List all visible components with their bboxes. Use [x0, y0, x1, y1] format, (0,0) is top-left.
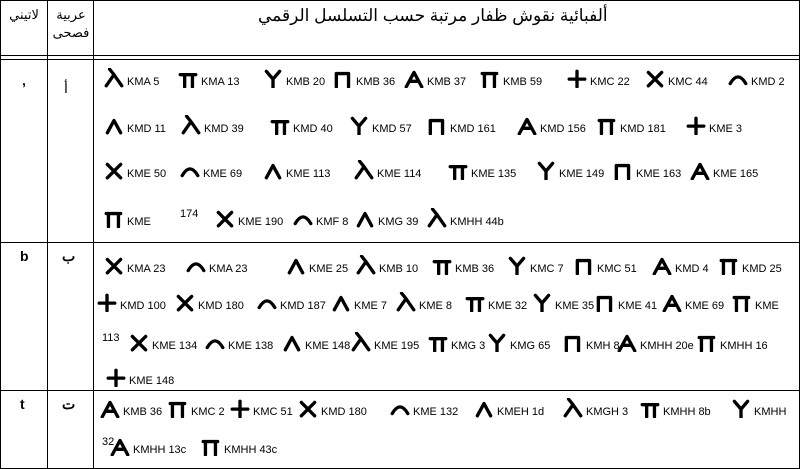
inscription-entry: [536, 160, 604, 180]
inscription-entry: [104, 208, 151, 228]
inscription-label: KME 148: [305, 340, 351, 352]
inscription-label: KMG 39: [378, 216, 419, 228]
glyph-icon: [298, 398, 318, 418]
inscription-entry: [99, 332, 120, 344]
glyph-icon: [178, 68, 198, 88]
inscription-label: KME 35: [555, 300, 595, 312]
inscription-label: KMB 36: [123, 406, 163, 418]
glyph-icon: [175, 292, 195, 312]
inscription-label: KME 32: [488, 300, 528, 312]
inscription-entry: [178, 68, 240, 88]
glyph-icon: [427, 115, 447, 135]
glyph-icon: [645, 68, 665, 88]
inscription-entry: [355, 208, 418, 228]
glyph-icon: [205, 332, 225, 352]
inscription-label: KMG 65: [510, 340, 551, 352]
glyph-icon: [574, 255, 594, 275]
inscription-entry: [282, 332, 350, 352]
glyph-icon: [719, 255, 739, 275]
glyph-icon: [180, 160, 200, 180]
glyph-icon: [617, 332, 637, 352]
inscription-entry: [662, 292, 724, 312]
inscription-entry: [129, 332, 197, 352]
inscription-label: KME 163: [636, 168, 682, 180]
inscription-entry: [613, 160, 681, 180]
glyph-icon: [263, 160, 283, 180]
inscription-label: 32: [102, 436, 115, 448]
glyph-icon: [263, 68, 283, 88]
inscription-entry: [286, 255, 348, 275]
inscription-entry: [180, 160, 242, 180]
inscription-entry: [697, 332, 768, 352]
row-arabic-label: أ: [64, 80, 68, 96]
inscription-entry: [104, 115, 166, 135]
inscription-label: KME 195: [374, 340, 420, 352]
inscription-label: KME 69: [685, 300, 725, 312]
glyph-icon: [181, 115, 201, 135]
glyph-icon: [331, 292, 351, 312]
glyph-icon: [465, 292, 485, 312]
glyph-icon: [106, 367, 126, 387]
glyph-icon: [104, 160, 124, 180]
header-arabic: عربية فصحى: [52, 7, 90, 40]
inscription-entry: [617, 332, 694, 352]
column-divider: [93, 0, 94, 469]
inscription-label: KMB 36: [455, 263, 495, 275]
inscription-label: KMC 44: [668, 76, 708, 88]
inscription-label: KMD 180: [198, 300, 244, 312]
inscription-entry: [567, 68, 630, 88]
glyph-icon: [662, 292, 682, 312]
glyph-icon: [286, 255, 306, 275]
glyph-icon: [129, 332, 149, 352]
glyph-icon: [215, 208, 235, 228]
inscription-label: KME 113: [286, 168, 331, 180]
glyph-icon: [230, 398, 250, 418]
inscription-label: KMD 25: [742, 263, 782, 275]
glyph-icon: [404, 68, 424, 88]
inscription-label: KMD 57: [372, 123, 412, 135]
inscription-entry: [507, 255, 564, 275]
row-divider: [0, 242, 800, 243]
inscription-label: KMC 51: [253, 406, 293, 418]
inscription-entry: [532, 292, 594, 312]
inscription-label: KME 148: [129, 375, 175, 387]
glyph-icon: [110, 436, 130, 456]
glyph-icon: [474, 398, 494, 418]
inscription-entry: [175, 292, 244, 312]
inscription-label: KME 149: [559, 168, 605, 180]
inscription-entry: [263, 160, 330, 180]
glyph-icon: [563, 332, 583, 352]
glyph-icon: [282, 332, 302, 352]
inscription-label: KMC 7: [530, 263, 564, 275]
inscription-entry: [597, 115, 666, 135]
inscription-entry: [104, 160, 166, 180]
inscription-label: KMA 23: [127, 263, 166, 275]
inscription-entry: [100, 398, 162, 418]
glyph-icon: [595, 292, 615, 312]
inscription-label: KMD 156: [540, 123, 586, 135]
inscription-label: KMA 23: [209, 263, 248, 275]
inscription-label: KMD 187: [280, 300, 326, 312]
inscription-entry: [480, 68, 542, 88]
inscription-label: KMB 20: [286, 76, 326, 88]
inscription-label: KMHH 43c: [224, 444, 278, 456]
inscription-entry: [104, 255, 166, 275]
inscription-entry: [354, 160, 421, 180]
glyph-icon: [333, 68, 353, 88]
inscription-entry: [487, 332, 550, 352]
inscription-label: KMD 100: [120, 300, 166, 312]
inscription-label: KME 135: [471, 168, 517, 180]
inscription-entry: [728, 68, 785, 88]
inscription-label: KME 41: [618, 300, 658, 312]
glyph-icon: [563, 398, 583, 418]
inscription-label: 113: [102, 332, 120, 344]
glyph-icon: [104, 208, 124, 228]
inscription-entry: [719, 255, 782, 275]
table-border-top: [0, 0, 800, 1]
inscription-label: KME 165: [713, 168, 759, 180]
inscription-entry: [349, 115, 412, 135]
inscription-entry: [230, 398, 293, 418]
glyph-icon: [613, 160, 633, 180]
inscription-entry: [356, 255, 418, 275]
inscription-entry: [97, 292, 166, 312]
glyph-icon: [97, 292, 117, 312]
inscription-label: 174: [180, 208, 199, 220]
header-divider: [0, 55, 800, 60]
table-border-left: [0, 0, 1, 469]
inscription-entry: [448, 160, 516, 180]
glyph-icon: [356, 255, 376, 275]
inscription-entry: [652, 255, 709, 275]
inscription-entry: [474, 398, 544, 418]
inscription-label: KME 25: [309, 263, 349, 275]
inscription-entry: [404, 68, 466, 88]
glyph-icon: [104, 115, 124, 135]
inscription-label: KME 190: [238, 216, 284, 228]
inscription-label: KMD 11: [127, 123, 166, 135]
inscription-label: KMD 180: [321, 406, 367, 418]
inscription-entry: [270, 115, 333, 135]
inscription-label: KME: [755, 300, 779, 312]
inscription-label: KME 8: [419, 300, 453, 312]
inscription-label: KMC 51: [597, 263, 637, 275]
row-latin-label: t: [20, 396, 25, 412]
inscription-entry: [731, 398, 786, 418]
glyph-icon: [355, 208, 375, 228]
inscription-label: KMD 161: [450, 123, 496, 135]
inscription-label: KMHH 13c: [133, 444, 187, 456]
inscription-entry: [574, 255, 637, 275]
inscription-label: KMG 3: [451, 340, 486, 352]
inscription-entry: [106, 367, 174, 387]
glyph-icon: [507, 255, 527, 275]
header-latin: لاتيني: [9, 7, 39, 22]
inscription-entry: [333, 68, 395, 88]
inscription-entry: [110, 436, 186, 456]
glyph-icon: [690, 160, 710, 180]
glyph-icon: [517, 115, 537, 135]
glyph-icon: [597, 115, 617, 135]
inscription-entry: [186, 255, 248, 275]
inscription-label: KMD 40: [293, 123, 333, 135]
row-arabic-label: ب: [62, 248, 76, 264]
inscription-entry: [690, 160, 758, 180]
inscription-label: KMD 2: [751, 76, 785, 88]
inscription-label: KME 50: [127, 168, 167, 180]
inscription-label: KME 132: [413, 406, 459, 418]
row-latin-label: ʼ: [22, 80, 26, 96]
inscription-label: KMA 5: [127, 76, 160, 88]
inscription-label: KMHH 16: [720, 340, 768, 352]
inscription-label: KMGH 3: [586, 406, 629, 418]
inscription-entry: [517, 115, 586, 135]
glyph-icon: [487, 332, 507, 352]
glyph-icon: [686, 115, 706, 135]
glyph-icon: [652, 255, 672, 275]
inscription-label: KMHH 20e: [640, 340, 694, 352]
inscription-entry: [293, 208, 348, 228]
glyph-icon: [428, 332, 448, 352]
inscription-label: KMD 181: [620, 123, 666, 135]
column-divider: [47, 0, 48, 469]
glyph-icon: [567, 68, 587, 88]
inscription-entry: [390, 398, 458, 418]
inscription-label: KME 69: [203, 168, 243, 180]
inscription-label: KMHH 8b: [663, 406, 711, 418]
inscription-label: KMD 4: [675, 263, 709, 275]
inscription-entry: [563, 332, 620, 352]
inscription-entry: [331, 292, 387, 312]
inscription-entry: [595, 292, 657, 312]
glyph-icon: [100, 398, 120, 418]
glyph-icon: [349, 115, 369, 135]
inscription-label: KMD 39: [204, 123, 244, 135]
inscription-label: KME 114: [377, 168, 422, 180]
inscription-label: KMB 37: [427, 76, 467, 88]
glyph-icon: [354, 160, 374, 180]
glyph-icon: [257, 292, 277, 312]
inscription-entry: [215, 208, 283, 228]
inscription-entry: [168, 398, 225, 418]
inscription-entry: [432, 255, 494, 275]
glyph-icon: [104, 255, 124, 275]
inscription-entry: [686, 115, 742, 135]
inscription-entry: [732, 292, 779, 312]
glyph-icon: [432, 255, 452, 275]
inscription-entry: [428, 332, 485, 352]
inscription-label: KMC 22: [590, 76, 630, 88]
glyph-icon: [731, 398, 751, 418]
inscription-entry: [177, 208, 198, 220]
inscription-label: KMC 2: [191, 406, 225, 418]
inscription-label: KMB 59: [503, 76, 543, 88]
row-latin-label: b: [20, 248, 29, 264]
inscription-label: KMA 13: [201, 76, 240, 88]
inscription-label: KMHH: [754, 406, 787, 418]
glyph-icon: [104, 68, 124, 88]
glyph-icon: [427, 208, 447, 228]
inscription-entry: [396, 292, 452, 312]
glyph-icon: [270, 115, 290, 135]
inscription-entry: [104, 68, 159, 88]
glyph-icon: [640, 398, 660, 418]
glyph-icon: [448, 160, 468, 180]
glyph-icon: [186, 255, 206, 275]
inscription-label: KMB 10: [379, 263, 419, 275]
inscription-label: KMF 8: [316, 216, 349, 228]
inscription-label: KMEH 1d: [497, 406, 545, 418]
inscription-entry: [645, 68, 708, 88]
inscription-label: KMH 8: [586, 340, 620, 352]
inscription-entry: [205, 332, 273, 352]
inscription-entry: [263, 68, 325, 88]
glyph-icon: [536, 160, 556, 180]
inscription-entry: [201, 436, 277, 456]
glyph-icon: [293, 208, 313, 228]
row-divider: [0, 390, 800, 391]
inscription-entry: [465, 292, 527, 312]
row-arabic-label: ت: [62, 396, 76, 412]
glyph-icon: [201, 436, 221, 456]
page-title: ألفبائية نقوش ظفار مرتبة حسب التسلسل الرقمي: [258, 6, 608, 25]
glyph-icon: [390, 398, 410, 418]
inscription-label: KMB 36: [356, 76, 396, 88]
inscription-label: KMHH 44b: [450, 216, 504, 228]
inscription-entry: [351, 332, 419, 352]
inscription-label: KME: [127, 216, 151, 228]
glyph-icon: [168, 398, 188, 418]
inscription-entry: [181, 115, 244, 135]
glyph-icon: [697, 332, 717, 352]
glyph-icon: [480, 68, 500, 88]
glyph-icon: [732, 292, 752, 312]
inscription-entry: [640, 398, 711, 418]
glyph-icon: [728, 68, 748, 88]
inscription-entry: [563, 398, 628, 418]
inscription-label: KME 138: [228, 340, 274, 352]
inscription-entry: [427, 208, 504, 228]
inscription-entry: [427, 115, 496, 135]
inscription-label: KME 3: [709, 123, 743, 135]
glyph-icon: [396, 292, 416, 312]
inscription-label: KME 7: [354, 300, 388, 312]
inscription-entry: [257, 292, 326, 312]
inscription-entry: [298, 398, 367, 418]
inscription-label: KME 134: [152, 340, 198, 352]
glyph-icon: [532, 292, 552, 312]
glyph-icon: [351, 332, 371, 352]
